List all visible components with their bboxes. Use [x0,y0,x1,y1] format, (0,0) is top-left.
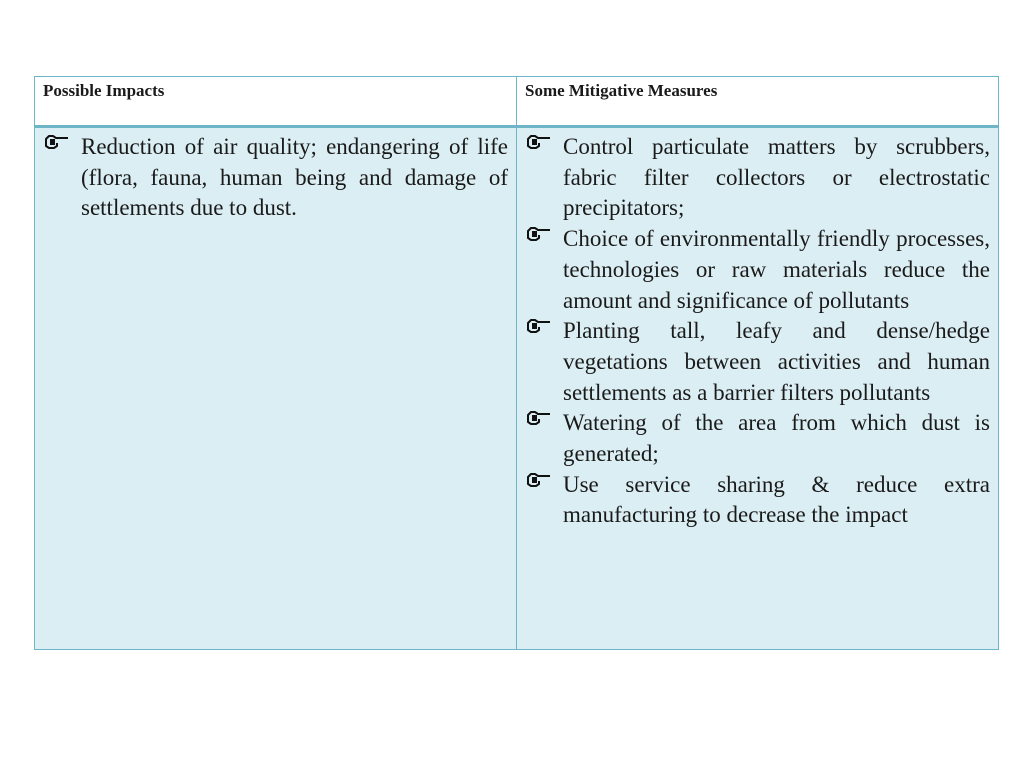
measure-text: Watering of the area from which dust is generated; [563,410,990,467]
measure-item [525,316,990,408]
impact-item [43,132,508,224]
impacts-measures-table [34,76,999,650]
pointing-hand-icon [527,227,551,241]
pointing-hand-icon [527,473,551,487]
measure-item [525,470,990,531]
impact-text: Reduction of air quality; endangering of life (flora, fauna, human being and damage of settlements due to dust. [81,134,508,221]
measure-text: Control particulate matters by scrubbers, fabric filter collectors or electrostatic precipitators; [563,134,990,221]
measure-item [525,132,990,224]
measures-cell [517,128,998,649]
measure-text: Planting tall, leafy and dense/hedge vegetations between activities and human settlements as a barrier filters pollutants [563,318,990,405]
pointing-hand-icon [527,319,551,333]
measure-text: Choice of environmentally friendly processes, technologies or raw materials reduce the amount and significance of pollutants [563,226,990,313]
impacts-list [43,132,508,224]
impacts-cell [35,128,517,649]
pointing-hand-icon [527,411,551,425]
measure-text: Use service sharing & reduce extra manufacturing to decrease the impact [563,471,990,528]
header-possible-impacts: Possible Impacts [35,77,517,128]
pointing-hand-icon [527,135,551,149]
pointing-hand-icon [45,135,69,149]
header-mitigative-measures: Some Mitigative Measures [517,77,998,128]
measure-item [525,224,990,316]
measures-list [525,132,990,531]
measure-item [525,408,990,469]
